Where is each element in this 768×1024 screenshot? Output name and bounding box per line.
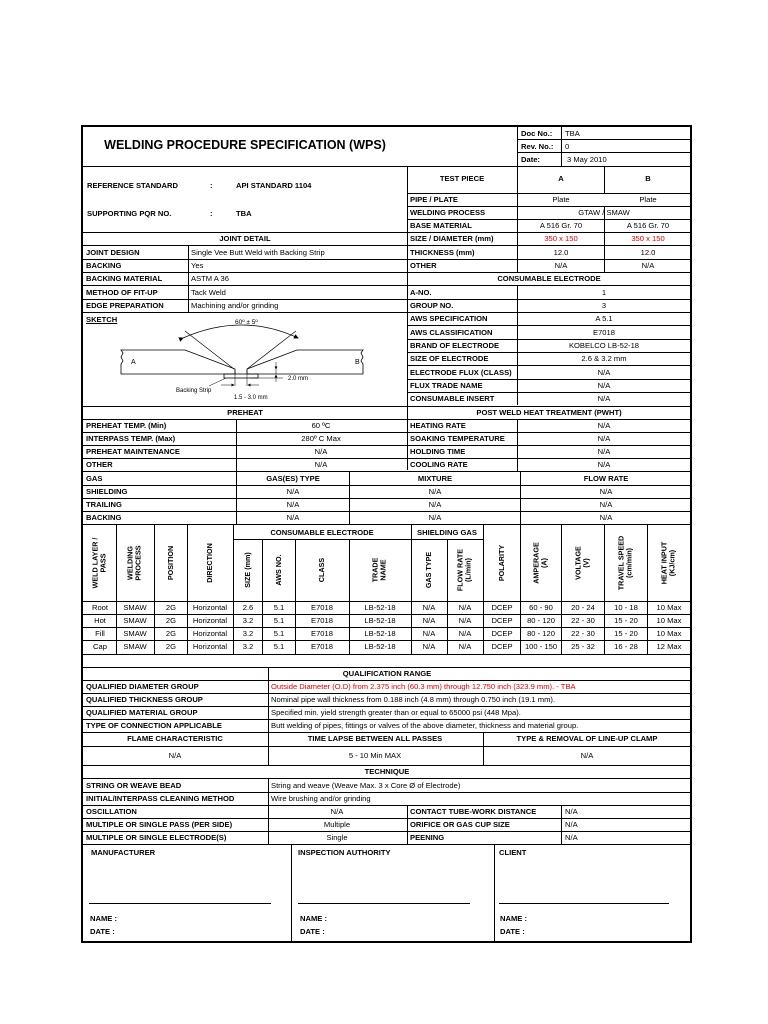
joint-design-label: JOINT DESIGN [86,248,140,257]
backing-material-label: BACKING MATERIAL [86,274,163,283]
position-cell: 2G [165,616,177,625]
qualified-material-value: Specified min. yield strength greater than or equal to 65000 psi (448 Mpa). [271,708,521,717]
oscillation-value: N/A [330,807,344,816]
wps-document [81,125,692,943]
fit-up-value: Tack Weld [191,288,226,297]
direction-cell: Horizontal [192,616,228,625]
weld-layer-cell: Root [91,603,109,612]
travel-speed-cell: 10 - 18 [614,603,638,612]
trade-name-header: TRADE NAME [370,557,388,583]
size-header: SIZE (mm) [242,552,252,588]
qualified-thickness-label: QUALIFIED THICKNESS GROUP [86,695,203,704]
welding-process-label: WELDING PROCESS [410,208,486,217]
flow-rate-col-header: FLOW RATE (L/min) [455,548,473,592]
test-piece-header: TEST PIECE [439,174,485,183]
edge-prep-label: EDGE PREPARATION [86,301,164,310]
aws-no-header: AWS NO. [273,554,283,586]
travel-speed-cell: 15 - 20 [614,616,638,625]
angle-arc [183,325,298,338]
time-lapse-header: TIME LAPSE BETWEEN ALL PASSES [307,734,443,743]
date-value: 3 May 2010 [567,155,607,164]
rev-no-label: Rev. No.: [521,142,554,151]
class-cell: E7018 [311,616,333,625]
inspection-name-label: NAME : [300,914,327,923]
group-no-value: 3 [601,301,607,310]
ctwd-value: N/A [565,807,578,816]
backing-value: Yes [191,261,204,270]
trade-name-cell: LB-52-18 [364,642,396,651]
pqr-colon: : [210,209,213,218]
peening-label: PEENING [410,833,445,842]
plate-a-label: A [131,359,136,366]
supporting-pqr-value: TBA [236,209,252,218]
amperage-header: AMPERAGE (A) [531,542,549,584]
joint-design-value: Single Vee Butt Weld with Backing Strip [191,248,325,257]
trailing-label: TRAILING [86,500,122,509]
gas-type-col-header: GAS TYPE [423,551,433,589]
electrodes-value: Single [326,833,348,842]
voltage-header: VOLTAGE (V) [573,546,591,580]
clamp-value: N/A [580,751,594,760]
backing-strip-shape [224,374,258,378]
joint-detail-header: JOINT DETAIL [219,234,271,243]
gap-label: 2.0 mm [288,376,309,382]
aws-spec-value: A 5.1 [595,314,613,323]
inspection-authority-label: INSPECTION AUTHORITY [298,848,391,857]
a-no-label: A-NO. [410,288,432,297]
test-piece-col-a: A [558,174,564,183]
preheat-temp-value: 60 ºC [311,421,331,430]
connection-type-value: Butt welding of pipes, fittings or valves of the above diameter, thickness and material group. [271,721,579,730]
flow-rate-cell: N/A [458,629,472,638]
weld-layer-cell: Fill [95,629,105,638]
orifice-label: ORIFICE OR GAS CUP SIZE [410,820,510,829]
cleaning-label: INITIAL/INTERPASS CLEANING METHOD [86,794,235,803]
size-diameter-a: 350 x 150 [544,234,578,243]
cooling-rate-label: COOLING RATE [410,460,468,469]
gas-type-header: GAS(ES) TYPE [266,474,320,483]
plate-b-label: B [355,359,360,366]
voltage-cell: 25 - 32 [571,642,595,651]
direction-header: DIRECTION [204,543,214,583]
position-cell: 2G [165,629,177,638]
base-material-label: BASE MATERIAL [410,221,472,230]
gas-backing-type: N/A [286,513,300,522]
class-cell: E7018 [311,603,333,612]
gas-backing-flow: N/A [599,513,613,522]
root-face-label: 1.5 - 3.0 mm [234,395,268,401]
heat-input-header: HEAT INPUT (KJ/cm) [659,541,677,585]
plate-b-shape [247,350,363,374]
orifice-value: N/A [565,820,578,829]
rev-no-value: 0 [565,142,570,151]
trailing-flow: N/A [599,500,613,509]
interpass-temp-label: INTERPASS TEMP. (Max) [86,434,176,443]
gas-type-cell: N/A [422,616,436,625]
heat-input-cell: 12 Max [656,642,682,651]
aws-no-cell: 5.1 [273,642,285,651]
trailing-mixture: N/A [428,500,442,509]
document-title: WELDING PROCEDURE SPECIFICATION (WPS) [104,138,386,152]
backing-material-value: ASTM A 36 [191,274,229,283]
voltage-cell: 22 - 30 [571,616,595,625]
polarity-cell: DCEP [491,616,513,625]
size-diameter-label: SIZE / DIAMETER (mm) [410,234,494,243]
ctwd-label: CONTACT TUBE-WORK DISTANCE [410,807,537,816]
manufacturer-name-label: NAME : [90,914,117,923]
size-diameter-b: 350 x 150 [631,234,665,243]
fit-up-label: METHOD OF FIT-UP [86,288,158,297]
aws-class-label: AWS CLASSIFICATION [410,328,493,337]
travel-speed-header: TRAVEL SPEED (cm/min) [616,535,634,591]
aws-class-value: E7018 [593,328,615,337]
reference-standard-value: API STANDARD 1104 [236,181,312,190]
direction-cell: Horizontal [192,629,228,638]
string-weave-value: String and weave (Weave Max. 3 x Core Ø of Electrode) [271,781,461,790]
shielding-group-header: SHIELDING GAS [417,528,477,537]
heat-input-cell: 10 Max [656,616,682,625]
flow-rate-cell: N/A [458,642,472,651]
flame-header: FLAME CHARACTERISTIC [127,734,223,743]
polarity-cell: DCEP [491,642,513,651]
gas-type-cell: N/A [422,642,436,651]
group-no-label: GROUP NO. [410,301,454,310]
direction-cell: Horizontal [192,603,228,612]
voltage-cell: 20 - 24 [571,603,595,612]
other-label: OTHER [410,261,437,270]
brand-label: BRAND OF ELECTRODE [410,341,500,350]
pipe-plate-label: PIPE / PLATE [410,195,458,204]
thickness-b: 12.0 [640,248,656,257]
aws-spec-label: AWS SPECIFICATION [410,314,488,323]
client-name-label: NAME : [500,914,527,923]
insert-value: N/A [597,394,611,403]
class-cell: E7018 [311,629,333,638]
angle-label: 60º ± 5º [235,319,258,326]
size-cell: 3.2 [242,616,254,625]
welding-process-cell: SMAW [123,629,147,638]
client-date-label: DATE : [500,927,525,936]
gas-type-cell: N/A [422,629,436,638]
flux-class-label: ELECTRODE FLUX (CLASS) [410,368,512,377]
string-weave-label: STRING OR WEAVE BEAD [86,781,182,790]
consumable-group-header: CONSUMABLE ELECTRODE [270,528,374,537]
oscillation-label: OSCILLATION [86,807,137,816]
shielding-type: N/A [286,487,300,496]
joint-sketch [83,314,407,406]
soaking-temp-label: SOAKING TEMPERATURE [410,434,505,443]
supporting-pqr-label: SUPPORTING PQR NO. [87,209,172,218]
amperage-cell: 80 - 120 [527,616,555,625]
welding-process-cell: SMAW [123,603,147,612]
qualified-thickness-value: Nominal pipe wall thickness from 0.188 inch (4.8 mm) through 0.750 inch (19.1 mm). [271,695,556,704]
travel-speed-cell: 16 - 28 [614,642,638,651]
position-header: POSITION [165,545,175,581]
flux-trade-label: FLUX TRADE NAME [410,381,483,390]
insert-label: CONSUMABLE INSERT [410,394,495,403]
welding-process-value: GTAW / SMAW [578,208,630,217]
interpass-temp-value: 280º C Max [301,434,341,443]
polarity-cell: DCEP [491,629,513,638]
voltage-cell: 22 - 30 [571,629,595,638]
shielding-mixture: N/A [428,487,442,496]
weld-layer-cell: Hot [94,616,106,625]
peening-value: N/A [565,833,578,842]
brand-value: KOBELCO LB-52-18 [568,341,640,350]
gas-backing-mixture: N/A [428,513,442,522]
holding-time-label: HOLDING TIME [410,447,466,456]
gas-header: GAS [86,474,103,483]
backing-strip-label: Backing Strip [176,388,212,394]
direction-cell: Horizontal [192,642,228,651]
edge-prep-value: Machining and/or grinding [191,301,279,310]
position-cell: 2G [165,642,177,651]
a-no-value: 1 [601,288,607,297]
flame-value: N/A [168,751,182,760]
time-lapse-value: 5 - 10 Min MAX [348,751,402,760]
electrode-size-value: 2.6 & 3.2 mm [581,354,627,363]
flow-rate-cell: N/A [458,603,472,612]
size-cell: 2.6 [242,603,254,612]
pass-label: MULTIPLE OR SINGLE PASS (PER SIDE) [86,820,233,829]
plate-a-shape [121,350,235,374]
amperage-cell: 100 - 150 [524,642,558,651]
aws-no-cell: 5.1 [273,616,285,625]
trade-name-cell: LB-52-18 [364,616,396,625]
preheat-other-label: OTHER [86,460,113,469]
amperage-cell: 60 - 90 [529,603,553,612]
trade-name-cell: LB-52-18 [364,603,396,612]
pwht-header: POST WELD HEAT TREATMENT (PWHT) [476,408,622,417]
flow-rate-header: FLOW RATE [583,474,629,483]
flux-trade-value: N/A [597,381,611,390]
mixture-header: MIXTURE [417,474,453,483]
manufacturer-date-label: DATE : [90,927,115,936]
technique-header: TECHNIQUE [364,767,410,776]
amperage-cell: 80 - 120 [527,629,555,638]
holding-time-value: N/A [597,447,611,456]
class-cell: E7018 [311,642,333,651]
flux-class-value: N/A [597,368,611,377]
position-cell: 2G [165,603,177,612]
other-b: N/A [641,261,655,270]
travel-speed-cell: 15 - 20 [614,629,638,638]
qualified-diameter-label: QUALIFIED DIAMETER GROUP [86,682,199,691]
trailing-type: N/A [286,500,300,509]
clamp-header: TYPE & REMOVAL OF LINE-UP CLAMP [516,734,658,743]
polarity-cell: DCEP [491,603,513,612]
gas-backing-label: BACKING [86,513,122,522]
aws-no-cell: 5.1 [273,629,285,638]
heating-rate-value: N/A [597,421,611,430]
polarity-header: POLARITY [496,544,506,582]
preheat-header: PREHEAT [227,408,263,417]
base-material-b: A 516 Gr. 70 [626,221,670,230]
test-piece-col-b: B [645,174,651,183]
welding-process-cell: SMAW [123,616,147,625]
shielding-label: SHIELDING [86,487,128,496]
qualified-material-label: QUALIFIED MATERIAL GROUP [86,708,198,717]
preheat-maint-value: N/A [314,447,328,456]
preheat-other-value: N/A [314,460,328,469]
bevel-guide-right [247,331,296,369]
doc-no-label: Doc No.: [521,129,553,138]
doc-no-value: TBA [565,129,580,138]
inspection-date-label: DATE : [300,927,325,936]
cooling-rate-value: N/A [597,460,611,469]
class-header: CLASS [316,557,326,583]
connection-type-label: TYPE OF CONNECTION APPLICABLE [86,721,222,730]
pipe-plate-a: Plate [552,195,570,204]
aws-no-cell: 5.1 [273,603,285,612]
reference-standard-label: REFERENCE STANDARD [87,181,178,190]
qualified-diameter-value: Outside Diameter (O.D) from 2.375 inch (60.3 mm) through 12.750 inch (323.9 mm). - TBA [271,682,576,691]
sketch-label: SKETCH [86,315,118,324]
electrodes-label: MULTIPLE OR SINGLE ELECTRODE(S) [86,833,227,842]
welding-process-cell: SMAW [123,642,147,651]
qualification-header: QUALIFICATION RANGE [342,669,432,678]
trade-name-cell: LB-52-18 [364,629,396,638]
heat-input-cell: 10 Max [656,629,682,638]
pass-value: Multiple [323,820,351,829]
gas-type-cell: N/A [422,603,436,612]
consumable-header: CONSUMABLE ELECTRODE [497,274,601,283]
shielding-flow: N/A [599,487,613,496]
backing-label: BACKING [86,261,122,270]
reference-colon: : [210,181,213,190]
pipe-plate-b: Plate [639,195,657,204]
weld-layer-header: WELD LAYER / PASS [90,537,108,589]
date-label: Date: [521,155,540,164]
cleaning-value: Wire brushing and/or grinding [271,794,371,803]
electrode-size-label: SIZE OF ELECTRODE [410,354,489,363]
bevel-guide-left [185,331,234,369]
thickness-a: 12.0 [553,248,569,257]
heat-input-cell: 10 Max [656,603,682,612]
welding-process-header: WELDING PROCESS [125,545,143,581]
size-cell: 3.2 [242,629,254,638]
preheat-temp-label: PREHEAT TEMP. (Min) [86,421,167,430]
client-label: CLIENT [499,848,527,857]
size-cell: 3.2 [242,642,254,651]
manufacturer-label: MANUFACTURER [91,848,156,857]
preheat-maint-label: PREHEAT MAINTENANCE [86,447,180,456]
flow-rate-cell: N/A [458,616,472,625]
weld-layer-cell: Cap [93,642,107,651]
soaking-temp-value: N/A [597,434,611,443]
thickness-label: THICKNESS (mm) [410,248,475,257]
base-material-a: A 516 Gr. 70 [539,221,583,230]
other-a: N/A [554,261,568,270]
heating-rate-label: HEATING RATE [410,421,466,430]
